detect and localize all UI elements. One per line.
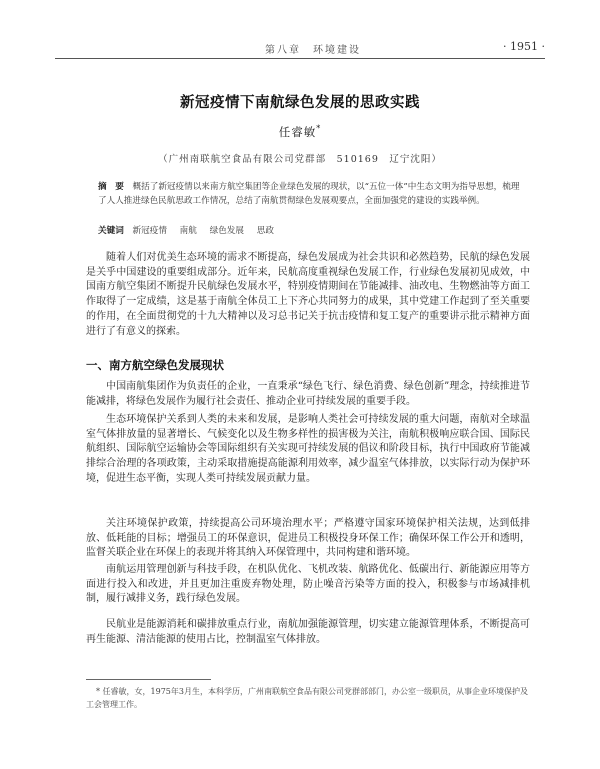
abstract-label: 摘 要 [98,182,124,192]
keyword: 南航 [179,226,197,236]
chapter-title: 第八章 环境建设 [265,45,361,56]
body-paragraph: 中国南航集团作为负责任的企业，一直秉承“绿色飞行、绿色消费、绿色创新”理念，持续推进节能减排，将绿色发展作为履行社会责任、推动企业可持续发展的重要手段。 [86,381,530,407]
keywords-label: 关键词 [98,226,124,236]
running-header [55,40,545,59]
abstract [98,180,526,208]
author-name: 任睿敏 [278,125,317,139]
keywords [98,224,526,238]
keyword: 绿色发展 [209,226,244,236]
footnote: * 任睿敏，女，1975年3月生，本科学历，广州南联航空食品有限公司党群部部门，办公室一级职员，从事企业环境保护及工会管理工作。 [86,687,528,709]
author-footnote-mark: * [316,124,322,134]
body-paragraph: 民航业是能源消耗和碳排放重点行业，南航加强能源管理，切实建立能源管理体系，不断提高可再生能源、清洁能源的使用占比，控制温室气体排放。 [86,619,530,645]
keyword: 新冠疫情 [132,226,167,236]
section-heading: 一、南方航空绿色发展现状 [86,358,224,372]
author-line [0,124,600,140]
intro-paragraph: 随着人们对优美生态环境的需求不断提高，绿色发展成为社会共识和必然趋势，民航的绿色发展是关乎中国建设的重要组成部分。近年来，民航高度重视绿色发展工作，行业绿色发展初见成效，中国南方航空集团不断提升民航绿色发展水平，特别疫情期间在节能减排、油改电、生物燃油等方面工作取得了一定成绩，这是基于南航全体员工上下齐心共同努力的成果，其中党建工作起到了至关重要的作用，在全面贯彻党的十九大精神以及习总书记关于抗击疫情和复工复产的重要讲示批示精神方面进行了有意义的探索。 [86,252,530,337]
author-affiliation: （广州南联航空食品有限公司党群部 510169 辽宁沈阳） [158,154,442,165]
article-title: 新冠疫情下南航绿色发展的思政实践 [180,95,420,111]
keyword: 思政 [256,226,274,236]
abstract-text: 概括了新冠疫情以来南方航空集团等企业绿色发展的现状，以“五位一体”中生态文明为指导思想，梳理了人人推进绿色民航思政工作情况，总结了南航贯彻绿色发展观要点，全面加强党的建设的实践举例。 [98,182,520,206]
footnote-divider [86,679,211,680]
body-paragraph: 南航运用管理创新与科技手段，在机队优化、飞机改装、航路优化、低碳出行、新能源应用等方面进行投入和改进，并且更加注重废弃物处理，防止噪音污染等方面的投入，积极参与市场减排机制，履行减排义务，践行绿色发展。 [86,564,530,605]
page-number: · 1951 · [503,40,545,53]
body-paragraph: 关注环境保护政策，持续提高公司环境治理水平；严格遵守国家环境保护相关法规，达到低排放、低耗能的目标；增强员工的环保意识，促进员工积极投身环保工作；确保环保工作公开和透明，监督关联企业在环保上的表现并将其纳入环保管理中，共同构建和谐环境。 [86,518,530,559]
body-paragraph: 生态环境保护关系到人类的未来和发展，是影响人类社会可持续发展的重大问题，南航对全球温室气体排放量的显著增长、气候变化以及生物多样性的损害极为关注，南航积极响应联合国、国际民航组织、国际航空运输协会等国际组织有关实现可持续发展的倡议和阶段目标，执行中国政府节能减排综合治理的各项政策，主动采取措施提高能源利用效率，减少温室气体排放，以实际行动为保护环境，促进生态平衡，实现人类可持续发展贡献力量。 [86,414,530,484]
